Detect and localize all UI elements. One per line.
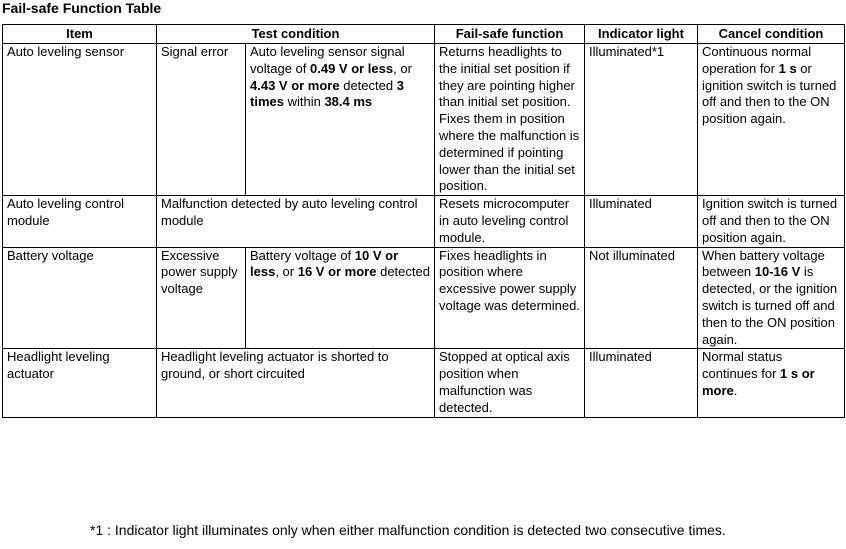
cell-failsafe: Resets microcomputer in auto leveling control module. (435, 196, 585, 247)
cell-condition: Headlight leveling actuator is shorted to ground, or short circuited (157, 349, 435, 417)
table-row (3, 349, 845, 417)
table-row (3, 247, 845, 349)
table-header-row (3, 25, 845, 44)
cell-indicator: Illuminated (585, 196, 698, 247)
cell-indicator: Illuminated*1 (585, 44, 698, 196)
cell-condition-detail: Auto leveling sensor signal voltage of 0.49 V or less, or 4.43 V or more detected 3 times within 38.4 ms (246, 44, 435, 196)
cell-item: Headlight leveling actuator (3, 349, 157, 417)
header-test-condition: Test condition (157, 25, 435, 44)
table-title: Fail-safe Function Table (2, 0, 162, 16)
cell-failsafe: Stopped at optical axis position when malfunction was detected. (435, 349, 585, 417)
cell-failsafe: Returns headlights to the initial set position if they are pointing higher than initial set position. Fixes them in position where the malfunction is determined if pointing lower than the initial set position. (435, 44, 585, 196)
cell-cancel: Continuous normal operation for 1 s or ignition switch is turned off and then to the ON position again. (698, 44, 845, 196)
footnote: *1 : Indicator light illuminates only when either malfunction condition is detected two consecutive times. (90, 522, 726, 538)
cell-cancel: Normal status continues for 1 s or more. (698, 349, 845, 417)
table-row (3, 196, 845, 247)
cell-indicator: Illuminated (585, 349, 698, 417)
header-cancel-condition: Cancel condition (698, 25, 845, 44)
table-row (3, 44, 845, 196)
cell-item: Auto leveling sensor (3, 44, 157, 196)
cell-indicator: Not illuminated (585, 247, 698, 349)
cell-failsafe: Fixes headlights in position where excessive power supply voltage was determined. (435, 247, 585, 349)
failsafe-function-table (2, 24, 845, 418)
header-failsafe-function: Fail-safe function (435, 25, 585, 44)
cell-condition-short: Excessive power supply voltage (157, 247, 246, 349)
header-item: Item (3, 25, 157, 44)
cell-item: Battery voltage (3, 247, 157, 349)
cell-condition: Malfunction detected by auto leveling control module (157, 196, 435, 247)
cell-cancel: When battery voltage between 10-16 V is detected, or the ignition switch is turned off and then to the ON position again. (698, 247, 845, 349)
cell-item: Auto leveling control module (3, 196, 157, 247)
header-indicator-light: Indicator light (585, 25, 698, 44)
cell-condition-short: Signal error (157, 44, 246, 196)
cell-condition-detail: Battery voltage of 10 V or less, or 16 V or more detected (246, 247, 435, 349)
cell-cancel: Ignition switch is turned off and then to the ON position again. (698, 196, 845, 247)
